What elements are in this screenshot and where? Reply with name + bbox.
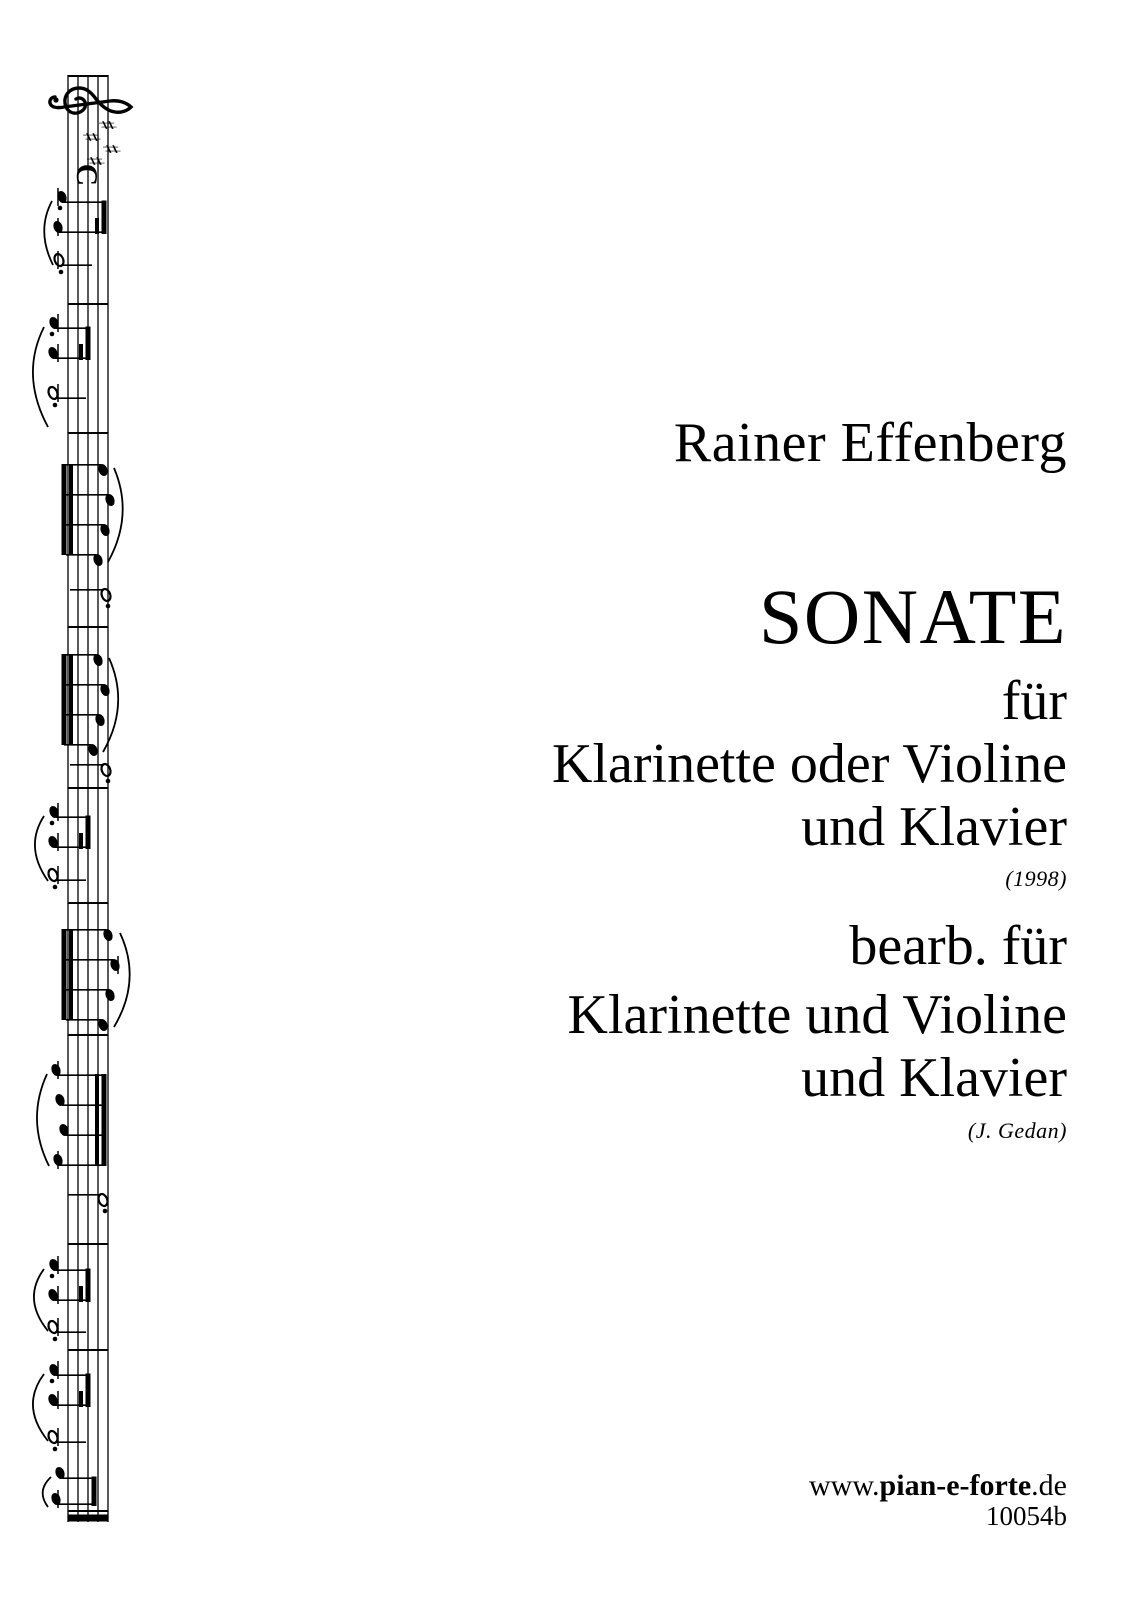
arrangement-line-1: bearb. für bbox=[849, 915, 1067, 977]
subtitle-line-1: für bbox=[1001, 670, 1067, 732]
staff-lines bbox=[68, 75, 108, 1522]
catalog-number: 10054b bbox=[986, 1501, 1067, 1531]
music-staff bbox=[18, 75, 148, 1522]
url-brand: pian-e-forte bbox=[879, 1469, 1032, 1502]
subtitle-line-3: und Klavier bbox=[801, 796, 1067, 858]
publisher-url[interactable] bbox=[809, 1471, 1067, 1501]
treble-clef-icon bbox=[50, 88, 131, 113]
composition-year: (1998) bbox=[1005, 866, 1067, 891]
slurs bbox=[33, 201, 130, 1507]
augmentation-dots bbox=[50, 206, 111, 1452]
sharp-icon: ♯ bbox=[97, 143, 125, 155]
arrangement-line-2: Klarinette und Violine bbox=[567, 984, 1067, 1046]
subtitle-line-2: Klarinette oder Violine bbox=[552, 733, 1067, 795]
url-prefix: www. bbox=[809, 1469, 880, 1502]
sharp-icon: ♯ bbox=[77, 131, 105, 143]
url-suffix: .de bbox=[1031, 1469, 1067, 1502]
arranger-name: (J. Gedan) bbox=[967, 1118, 1067, 1143]
sharp-icon: ♯ bbox=[93, 119, 121, 131]
key-signature bbox=[77, 119, 125, 167]
work-title: SONATE bbox=[758, 573, 1067, 660]
common-time-icon: C bbox=[70, 163, 105, 187]
arrangement-line-3: und Klavier bbox=[801, 1047, 1067, 1109]
note-stems bbox=[55, 202, 113, 1504]
sharp-icon: ♯ bbox=[81, 155, 109, 167]
composer-name: Rainer Effenberg bbox=[673, 412, 1067, 474]
